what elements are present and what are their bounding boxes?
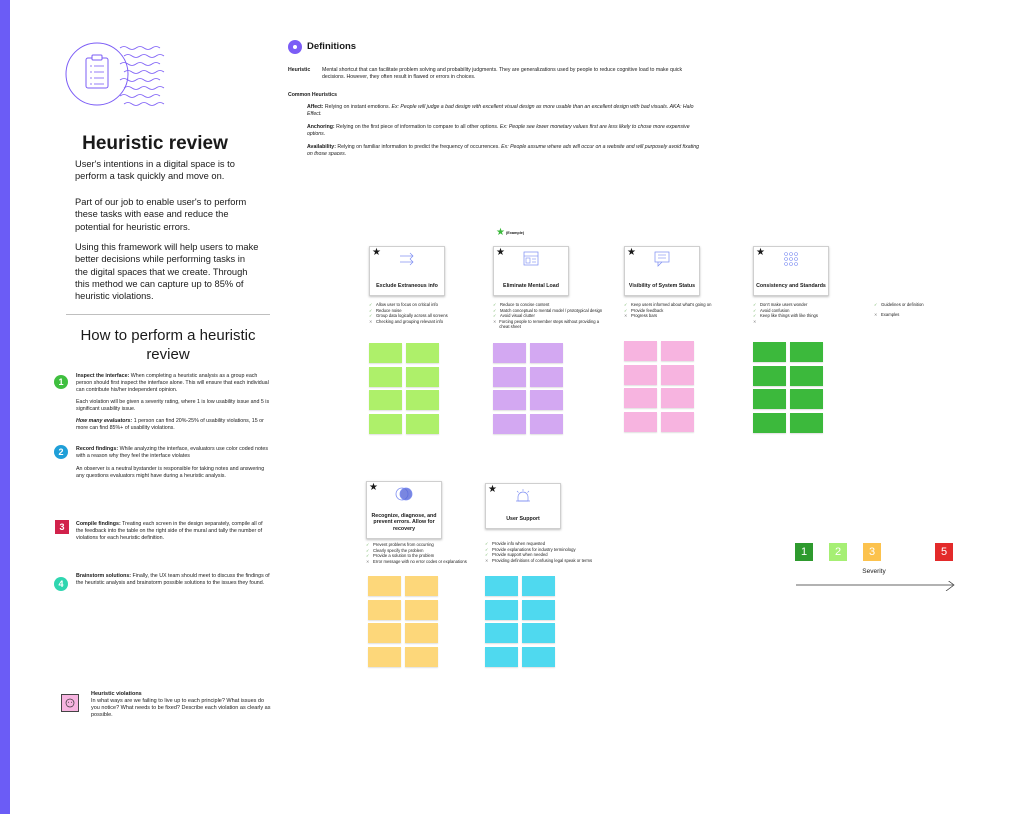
sticky-note[interactable]	[406, 414, 439, 434]
severity-1-box: 1	[795, 543, 813, 561]
checklist-item-text: Don't make users wonder	[760, 302, 808, 307]
step-2-heading: Record findings:	[76, 446, 119, 452]
step-2-body: While analyzing the interface, evaluators use color coded notes with a reason why they feel the interface violates	[76, 446, 268, 459]
heuristic-checklist	[369, 302, 479, 324]
heuristic-label: Heuristic	[288, 67, 311, 73]
check-icon: ✓	[874, 302, 878, 307]
grid-icon	[781, 251, 801, 267]
sticky-note[interactable]	[753, 413, 786, 433]
sticky-note[interactable]	[493, 367, 526, 387]
example-star-icon: ★	[496, 227, 505, 238]
anchoring-example: Ex: People see lower monetary values first are less likely to chose more expensive options.	[307, 124, 690, 137]
sticky-note[interactable]	[790, 413, 823, 433]
checklist-illustration	[64, 36, 168, 116]
checklist-item-text: Checking and grouping relevant info	[376, 318, 444, 324]
check-icon: ✓	[366, 542, 370, 547]
checklist-item-text: Provide info when requested	[492, 541, 546, 546]
sticky-note[interactable]	[493, 390, 526, 410]
sticky-note[interactable]	[485, 576, 518, 596]
heuristic-card-6[interactable]	[485, 483, 561, 529]
sticky-note[interactable]	[522, 600, 555, 620]
section-divider	[66, 314, 270, 315]
sticky-note[interactable]	[493, 343, 526, 363]
sticky-note[interactable]	[405, 623, 438, 643]
severity-arrow	[796, 578, 956, 586]
check-icon: ✓	[369, 307, 373, 313]
checklist-item-text: Provide support when needed	[492, 552, 548, 558]
step-1-body: When completing a heuristic analysis as a group each person should first inspect the interface alone. This will ensure that each individual can contribute his/her independent opinion.	[76, 373, 269, 393]
sticky-note[interactable]	[661, 388, 694, 408]
violations-legend	[91, 691, 271, 719]
step-1-heading: Inspect the interface:	[76, 373, 130, 379]
sticky-note[interactable]	[790, 366, 823, 386]
legend	[874, 302, 984, 317]
checklist-item	[485, 558, 595, 564]
checklist-item-text: Forcing people to remember steps without providing a cheat sheet	[499, 318, 600, 330]
checklist-item	[369, 319, 479, 325]
checklist-item-text: Progress bars	[631, 313, 658, 319]
heuristic-checklist	[624, 302, 734, 319]
sticky-note[interactable]	[530, 343, 563, 363]
intro-paragraph-3: Using this framework will help users to make better decisions while performing tasks in the digital spaces that we create. Through this method we can capture up to 85% of heuristic violations.	[75, 242, 259, 302]
sticky-note[interactable]	[405, 576, 438, 596]
violations-text: In what ways are we failing to live up to each principle? What issues do you notice? What needs to be fixed? Describe each violation as clearly as possible.	[91, 698, 271, 718]
sticky-note[interactable]	[368, 647, 401, 667]
checklist-item-text: Providing definitions of confusing legal speak or terms	[492, 557, 593, 563]
sticky-note[interactable]	[369, 367, 402, 387]
heuristic-card-3[interactable]	[624, 246, 700, 296]
definitions-icon	[288, 40, 302, 54]
checklist-item-text: Group data logically across all screens	[376, 313, 448, 319]
availability-example: Ex: People assume where ads will occur on a website and will purposely avoid fixating on those spaces.	[307, 144, 699, 157]
sticky-note[interactable]	[405, 600, 438, 620]
heuristic-checklist	[485, 541, 595, 563]
step-1-evaluators-heading: How many evaluators:	[76, 418, 133, 424]
heuristic-checklist	[753, 302, 863, 324]
checklist-item-text: Reduce noise	[376, 307, 402, 313]
checklist-item-text: Avoid confusion	[760, 307, 790, 313]
sticky-note[interactable]	[369, 390, 402, 410]
layout-icon	[521, 251, 541, 267]
sticky-note[interactable]	[753, 342, 786, 362]
check-icon: ✓	[753, 313, 757, 319]
step-4-heading: Brainstorm solutions:	[76, 573, 132, 579]
affect-text: Relying on instant emotions.	[323, 104, 392, 110]
arrows-icon	[397, 251, 417, 267]
sticky-note[interactable]	[522, 647, 555, 667]
affect-definition	[307, 104, 702, 118]
star-icon: ★	[488, 484, 497, 495]
heuristic-card-5[interactable]	[366, 481, 442, 539]
sticky-note[interactable]	[368, 576, 401, 596]
star-icon: ★	[369, 482, 378, 493]
sticky-note[interactable]	[624, 365, 657, 385]
step-1-severity-note: Each violation will be given a severity rating, where 1 is low usability issue and 5 is significant usability issue.	[76, 399, 270, 412]
sticky-note[interactable]	[530, 390, 563, 410]
check-icon: ✓	[753, 307, 757, 313]
check-icon: ✓	[493, 313, 497, 319]
circles-icon	[394, 486, 414, 502]
step-3-body: Treating each screen in the design separately, compile all of the feedback into the table on the right side of the mural and tally the number of violations for each heuristic definition.	[76, 521, 263, 541]
check-icon: ✓	[753, 302, 757, 307]
step-3-badge: 3	[55, 520, 69, 534]
legend-examples: Examples	[881, 311, 900, 317]
anchoring-name: Anchoring:	[307, 124, 335, 130]
sticky-note[interactable]	[522, 623, 555, 643]
check-icon: ✓	[366, 553, 370, 559]
sticky-note[interactable]	[661, 412, 694, 432]
sticky-note[interactable]	[661, 365, 694, 385]
violation-sticky-sample	[61, 694, 79, 712]
availability-name: Availability:	[307, 144, 336, 150]
heuristic-card-1[interactable]	[369, 246, 445, 296]
page-title: Heuristic review	[82, 133, 228, 154]
sticky-note[interactable]	[369, 414, 402, 434]
affect-name: Affect:	[307, 104, 324, 110]
sticky-note[interactable]	[406, 390, 439, 410]
sticky-note[interactable]	[406, 343, 439, 363]
checklist-item-text: Error message with no error codes or explanations	[373, 558, 467, 564]
step-1-text	[76, 373, 271, 432]
cross-icon: ✕	[624, 313, 628, 319]
step-4-badge: 4	[54, 577, 68, 591]
example-label: (Example)	[506, 231, 525, 235]
sticky-note[interactable]	[405, 647, 438, 667]
violations-title: Heuristic violations	[91, 691, 142, 697]
check-icon: ✓	[366, 547, 370, 553]
check-icon: ✓	[485, 552, 489, 558]
cross-icon: ✕	[874, 311, 878, 317]
anchoring-text: Relying on the first piece of information to compare to all other options.	[334, 124, 500, 130]
sticky-note[interactable]	[369, 343, 402, 363]
check-icon: ✓	[485, 541, 489, 546]
sticky-note[interactable]	[485, 647, 518, 667]
alarm-icon	[513, 488, 533, 504]
severity-5-box: 5	[935, 543, 953, 561]
step-2-observer-note: An observer is a neutral bystander is responsible for taking notes and answering any questions evaluators might have during a heuristic analysis.	[76, 466, 265, 479]
sticky-note[interactable]	[624, 341, 657, 361]
sticky-note[interactable]	[522, 576, 555, 596]
sticky-note[interactable]	[624, 388, 657, 408]
face-icon	[62, 695, 78, 711]
availability-text: Relying on familiar information to predict the frequency of occurrences.	[335, 144, 502, 150]
intro-paragraph-2: Part of our job to enable user's to perform these tasks with ease and reduce the potential for heuristic errors.	[75, 197, 247, 232]
sticky-note[interactable]	[790, 389, 823, 409]
heuristic-card-title: Recognize, diagnose, and prevent errors. Allow for recovery	[371, 512, 437, 532]
severity-3-box: 3	[863, 543, 881, 561]
step-4-text	[76, 573, 271, 587]
star-icon: ★	[496, 247, 505, 258]
heuristic-checklist	[493, 302, 603, 330]
sticky-note[interactable]	[406, 367, 439, 387]
definitions-title: Definitions	[307, 41, 357, 52]
check-icon: ✓	[624, 307, 628, 313]
star-icon: ★	[627, 247, 636, 258]
checklist-item-text: Match conceptual to mental model / prototypical design	[500, 307, 603, 313]
intro-paragraph-1: User's intentions in a digital space is to perform a task quickly and move on.	[75, 159, 235, 182]
checklist-item-text: Keep users informed about what's going on	[631, 302, 712, 307]
sticky-note[interactable]	[530, 414, 563, 434]
sticky-note[interactable]	[530, 367, 563, 387]
heuristic-checklist	[366, 542, 476, 564]
checklist-item	[624, 313, 734, 319]
sticky-note[interactable]	[753, 366, 786, 386]
checklist-item-text: Keep like things with like things	[760, 313, 818, 319]
step-1-badge: 1	[54, 375, 68, 389]
step-2-badge: 2	[54, 445, 68, 459]
common-heuristics-title: Common Heuristics	[288, 92, 338, 98]
availability-definition	[307, 144, 702, 158]
star-icon: ★	[372, 247, 381, 258]
how-to-title: How to perform a heuristic review	[80, 327, 256, 363]
step-4-body: Finally, the UX team should meet to discuss the findings of the heuristic analysis and brainstorm possible solutions to the issues they found.	[76, 573, 270, 586]
cross-icon: ✕	[753, 318, 757, 324]
severity-2-box: 2	[829, 543, 847, 561]
check-icon: ✓	[369, 313, 373, 319]
checklist-item-text: Avoid visual clutter	[500, 313, 535, 319]
sticky-note[interactable]	[624, 412, 657, 432]
sticky-note[interactable]	[661, 341, 694, 361]
heuristic-card-title: Visibility of System Status	[628, 282, 696, 289]
legend-guideline: Guidelines or definition	[881, 302, 924, 307]
heuristic-card-2[interactable]	[493, 246, 569, 296]
severity-label: Severity	[862, 568, 886, 575]
cross-icon: ✕	[366, 558, 370, 564]
sticky-note[interactable]	[368, 623, 401, 643]
cross-icon: ✕	[485, 557, 489, 563]
checklist-item-text: Allow user to focus on critical info	[376, 302, 438, 307]
checklist-item-text: Prevent problems from occurring	[373, 542, 434, 547]
sticky-note[interactable]	[790, 342, 823, 362]
sticky-note[interactable]	[485, 600, 518, 620]
checklist-item-text: Provide a solution to the problem	[373, 553, 435, 559]
heuristic-card-4[interactable]	[753, 246, 829, 296]
check-icon: ✓	[624, 302, 628, 307]
step-2-text	[76, 446, 271, 480]
heuristic-card-title: Eliminate Mental Load	[503, 282, 559, 289]
checklist-item-text: Provide explanations for industry terminology	[492, 546, 576, 552]
checklist-item	[493, 319, 603, 330]
checklist-item-text: Reduce to concise content	[500, 302, 550, 307]
step-1-evaluators-text: 1 person can find 20%-25% of usability violations, 15 or more can find 85%+ of usability violations.	[76, 418, 264, 431]
sticky-note[interactable]	[753, 389, 786, 409]
anchoring-definition	[307, 124, 702, 138]
step-3-heading: Compile findings:	[76, 521, 121, 527]
cross-icon: ✕	[493, 318, 497, 324]
check-icon: ✓	[493, 307, 497, 313]
sticky-note[interactable]	[368, 600, 401, 620]
check-icon: ✓	[369, 302, 373, 307]
heuristic-definition: Mental shortcut that can facilitate problem solving and probability judgments. They are generalizations used by people to reduce cognitive load to make quick decisions. However, they often result in flawed or errors in choices.	[322, 67, 683, 80]
heuristic-card-title: User Support	[506, 515, 540, 522]
heuristic-card-title: Consistency and Standards	[756, 282, 826, 289]
checklist-item	[753, 319, 863, 325]
star-icon: ★	[756, 247, 765, 258]
check-icon: ✓	[485, 546, 489, 552]
sticky-note[interactable]	[493, 414, 526, 434]
checklist-item-text: Clearly specify the problem	[373, 547, 424, 553]
checklist-item-text: Provide feedback	[631, 307, 664, 313]
step-3-text	[76, 521, 271, 542]
sticky-note[interactable]	[485, 623, 518, 643]
checklist-item	[366, 559, 476, 565]
affect-example: Ex: People will judge a bad design with excellent visual design as more usable than an excellent design with bad visuals. AKA: Halo Effect.	[307, 104, 694, 117]
left-accent-strip	[0, 0, 10, 814]
cross-icon: ✕	[369, 318, 373, 324]
check-icon: ✓	[493, 302, 497, 307]
heuristic-card-title: Exclude Extraneous info	[376, 282, 438, 289]
chat-icon	[652, 251, 672, 267]
